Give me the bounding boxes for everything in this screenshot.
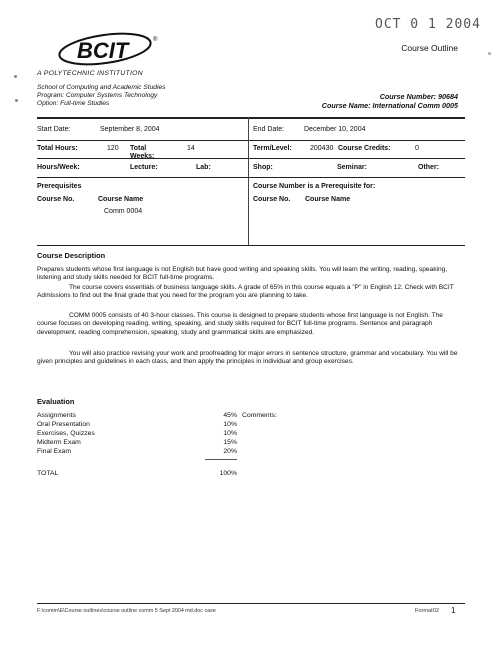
prereq-course-no-header: Course No. (37, 196, 75, 203)
course-name: Course Name: International Comm 0005 (321, 101, 458, 110)
prereq-for-heading: Course Number is a Prerequisite for: (253, 183, 376, 190)
bcit-logo (55, 28, 165, 70)
end-date-value: December 10, 2004 (304, 126, 366, 133)
school-name: School of Computing and Academic Studies (37, 84, 166, 91)
evaluation-item-label: Final Exam (37, 448, 71, 455)
school-info (37, 84, 165, 109)
footer-format-code: Format02 (415, 608, 439, 614)
prerequisites-heading: Prerequisites (37, 183, 82, 190)
total-label: TOTAL (37, 470, 59, 477)
evaluation-item-percent: 15% (223, 439, 237, 446)
evaluation-item-percent: 10% (223, 421, 237, 428)
top-rule (37, 117, 465, 119)
evaluation-heading: Evaluation (37, 397, 75, 406)
prereq-for-course-name-header: Course Name (305, 196, 351, 203)
seminar-label: Seminar: (337, 164, 367, 171)
svg-text:®: ® (153, 37, 158, 43)
course-id-block (322, 92, 458, 110)
total-rule (205, 459, 237, 460)
end-date-label: End Date: (253, 126, 285, 133)
start-date-value: September 8, 2004 (100, 126, 160, 133)
hours-week-label: Hours/Week: (37, 164, 80, 171)
total-hours-label: Total Hours: (37, 145, 78, 152)
rule-1 (37, 140, 465, 141)
tagline: A POLYTECHNIC INSTITUTION (37, 70, 143, 77)
prereq-course-value: Comm 0004 (104, 208, 143, 215)
description-paragraph-3: COMM 0005 consists of 40 3-hour classes. This course is designed to prepare students whose first language is not English. The course focuses on developing reading, writing, speaking, and study skills required for BCIT full-time programs. Sentence and paragraph development, reading comprehension, speaking, study and grammatical skills are emphasized. (37, 312, 443, 336)
evaluation-total-row (37, 470, 237, 479)
footer-rule (37, 603, 465, 604)
footer-file-path: F:\comm\E\Course outlines\course outline comm 5 Sept 2004 md.doc case (37, 608, 216, 614)
term-level-label: Term/Level: (253, 145, 292, 152)
document-title: Course Outline (401, 43, 458, 53)
evaluation-item-label: Exercises, Quizzes (37, 430, 95, 437)
course-number: Course Number: 90684 (379, 92, 458, 101)
description-paragraph-4: You will also practice revising your work and proofreading for major errors in sentence structure, grammar and vocabulary. You will be given principles and guidelines in each class, and then apply the principles in individual and group exercises. (37, 350, 458, 366)
evaluation-row (37, 448, 237, 457)
rule-3 (37, 177, 465, 178)
scan-speck (488, 52, 491, 55)
course-credits-label: Course Credits: (338, 145, 391, 152)
evaluation-item-percent: 45% (223, 412, 237, 419)
rule-4 (37, 245, 465, 246)
other-label: Other: (418, 164, 439, 171)
evaluation-row (37, 439, 237, 448)
lab-label: Lab: (196, 164, 211, 171)
lecture-label: Lecture: (130, 164, 158, 171)
shop-label: Shop: (253, 164, 273, 171)
total-weeks-value: 14 (187, 145, 195, 152)
rule-2 (37, 158, 465, 159)
description-paragraph-1: Prepares students whose first language is not English but have good writing and speaking skills. You will learn the writing, reading, speaking, listening and study skills needed for BCIT full-time programs. (37, 266, 448, 282)
course-description-heading: Course Description (37, 251, 106, 260)
evaluation-item-label: Midterm Exam (37, 439, 81, 446)
prereq-for-course-no-header: Course No. (253, 196, 291, 203)
description-paragraph-2: The course covers essentials of business language skills. A grade of 65% in this course equals a "P" in English 12. Check with BCIT Admissions to find out the final grade that you need for the program you are planning to take. (37, 284, 454, 300)
evaluation-row (37, 421, 237, 430)
total-hours-value: 120 (107, 145, 119, 152)
course-credits-value: 0 (415, 145, 419, 152)
total-value: 100% (219, 470, 237, 477)
evaluation-item-label: Oral Presentation (37, 421, 90, 428)
logo-wordmark: BCIT (77, 38, 129, 63)
evaluation-item-percent: 20% (223, 448, 237, 455)
comments-label: Comments: (242, 412, 277, 419)
scan-speck (15, 99, 18, 102)
prereq-course-name-header: Course Name (98, 196, 144, 203)
program-name: Program: Computer Systems Technology (37, 92, 158, 100)
page-number: 1 (451, 606, 456, 615)
term-level-value: 200430 (310, 145, 334, 152)
scan-speck (14, 75, 17, 78)
option-name: Option: Full-time Studies (37, 100, 110, 108)
evaluation-item-label: Assignments (37, 412, 76, 419)
column-divider (248, 117, 249, 245)
evaluation-item-percent: 10% (223, 430, 237, 437)
evaluation-row (37, 412, 237, 421)
total-weeks-label: Total Weeks: (130, 145, 155, 160)
start-date-label: Start Date: (37, 126, 71, 133)
evaluation-row (37, 430, 237, 439)
received-date-stamp: OCT 0 1 2004 (375, 17, 481, 32)
